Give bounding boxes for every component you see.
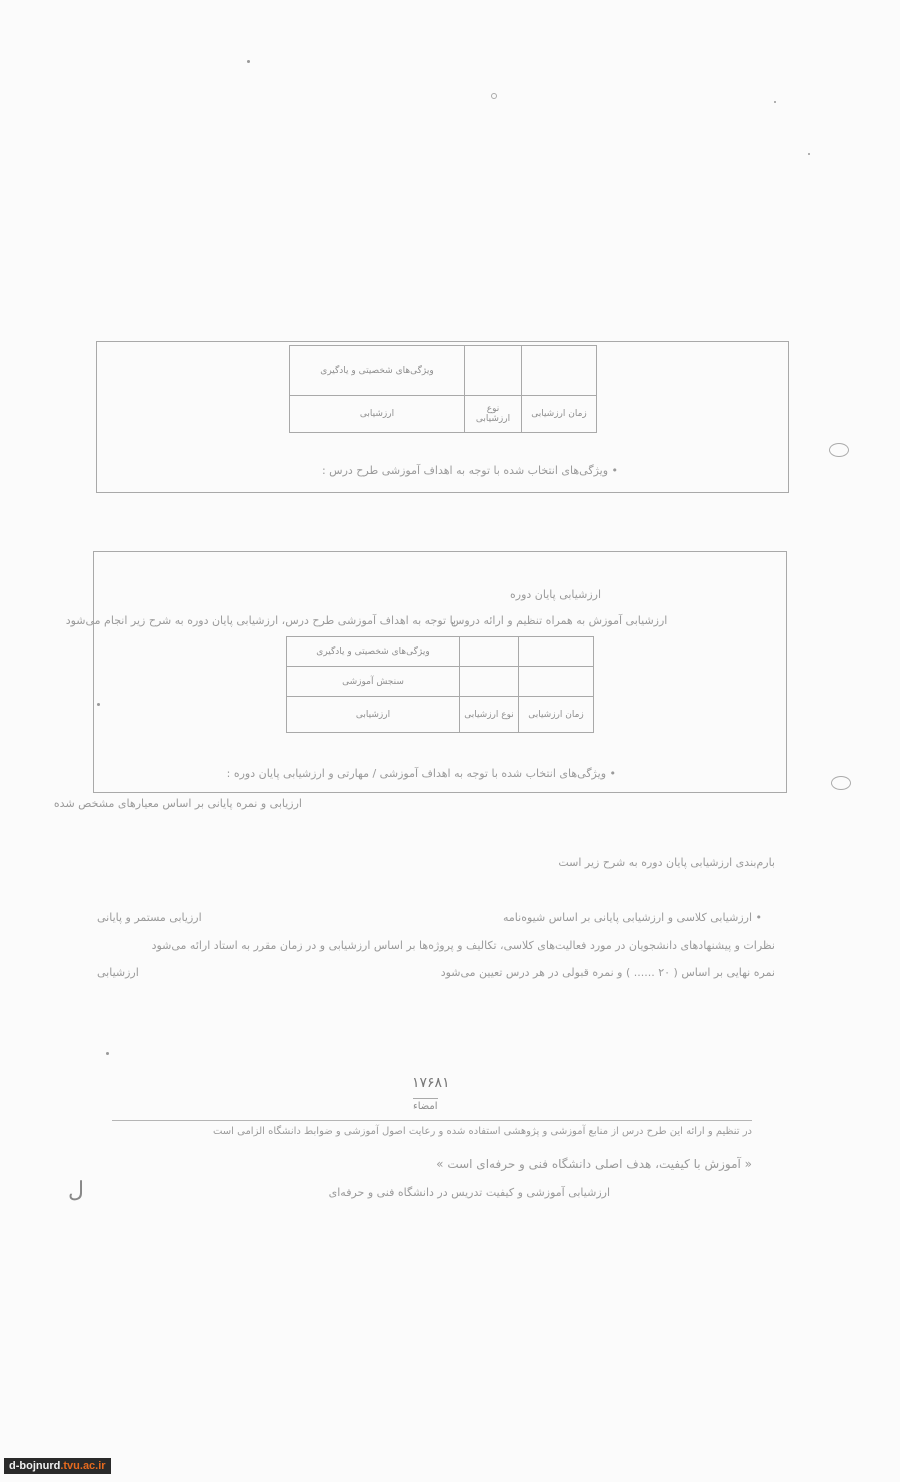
site-watermark	[4, 1458, 111, 1474]
table-2-cell	[460, 637, 519, 667]
footer-number: ۱۷۶۸۱	[412, 1075, 450, 1091]
paragraph-4-right: نمره نهایی بر اساس ( ۲۰ ...... ) و نمره قبولی در هر درس تعیین می‌شود	[440, 966, 775, 979]
box-2-intro-left: ارزشیابی آموزش به همراه تنظیم و ارائه دروس	[451, 614, 668, 627]
table-2-cell: نوع ارزشیابی	[460, 697, 519, 733]
table-1-cell: زمان ارزشیابی	[522, 396, 597, 433]
footer-signature-label: امضاء	[413, 1098, 438, 1112]
box-2-intro-right: با توجه به اهداف آموزشی طرح درس، ارزشیابی پایان دوره به شرح زیر انجام می‌شود	[65, 614, 456, 627]
table-2-cell: زمان ارزشیابی	[519, 697, 594, 733]
watermark-suffix: .tvu.ac.ir	[60, 1460, 106, 1472]
box-2-caption: • ویژگی‌های انتخاب شده با توجه به اهداف آموزشی / مهارتی و ارزشیابی پایان دوره :	[226, 767, 616, 780]
margin-hook-mark: ل	[68, 1178, 84, 1203]
table-1-cell	[522, 346, 597, 396]
table-1-cell: ویژگی‌های شخصیتی و یادگیری	[290, 346, 465, 396]
footer-line-3: ارزشیابی آموزشی و کیفیت تدریس در دانشگاه فنی و حرفه‌ای	[328, 1186, 610, 1199]
table-2-cell: ارزشیابی	[287, 697, 460, 733]
table-1-cell	[465, 346, 522, 396]
punch-hole	[831, 776, 851, 790]
table-2-cell: ویژگی‌های شخصیتی و یادگیری	[287, 637, 460, 667]
paragraph-1: بارم‌بندی ارزشیابی پایان دوره به شرح زیر است	[558, 856, 775, 869]
box-2-heading: ارزشیابی پایان دوره	[510, 588, 601, 601]
box-1-caption: • ویژگی‌های انتخاب شده با توجه به اهداف آموزشی طرح درس :	[321, 464, 618, 477]
scan-speck	[247, 60, 250, 63]
paragraph-2-left: ارزیابی مستمر و پایانی	[97, 911, 202, 924]
table-2-cell	[460, 667, 519, 697]
scan-speck	[491, 93, 497, 99]
scan-speck	[808, 153, 810, 155]
table-2-cell: سنجش آموزشی	[287, 667, 460, 697]
paragraph-2-right: • ارزشیابی کلاسی و ارزشیابی پایانی بر اساس شیوه‌نامه	[503, 911, 762, 924]
section-box-2	[65, 551, 787, 793]
table-1	[289, 345, 597, 433]
table-2	[286, 636, 594, 733]
footer-line-1: در تنظیم و ارائه این طرح درس از منابع آموزشی و پژوهشی استفاده شده و رعایت اصول آموزشی و ضوابط دانشگاه الزامی است	[212, 1126, 752, 1137]
table-1-cell: ارزشیابی	[290, 396, 465, 433]
table-2-cell	[519, 637, 594, 667]
punch-hole	[829, 443, 849, 457]
footer-line-2: « آموزش با کیفیت، هدف اصلی دانشگاه فنی و حرفه‌ای است »	[436, 1157, 752, 1171]
footer-divider	[112, 1120, 752, 1121]
table-1-cell: نوع ارزشیابی	[465, 396, 522, 433]
scan-speck	[774, 101, 776, 103]
note-under-box-2: ارزیابی و نمره پایانی بر اساس معیارهای مشخص شده	[53, 797, 302, 810]
scan-speck	[106, 1052, 109, 1055]
table-2-cell	[519, 667, 594, 697]
paragraph-4-left: ارزشیابی	[97, 966, 139, 979]
section-box-1	[96, 341, 789, 493]
paragraph-3: نظرات و پیشنهادهای دانشجویان در مورد فعالیت‌های کلاسی، تکالیف و پروژه‌ها بر اساس ارزشیابی و در زمان مقرر به استاد ارائه می‌شود	[151, 939, 775, 952]
watermark-prefix: d-bojnurd	[9, 1460, 61, 1472]
